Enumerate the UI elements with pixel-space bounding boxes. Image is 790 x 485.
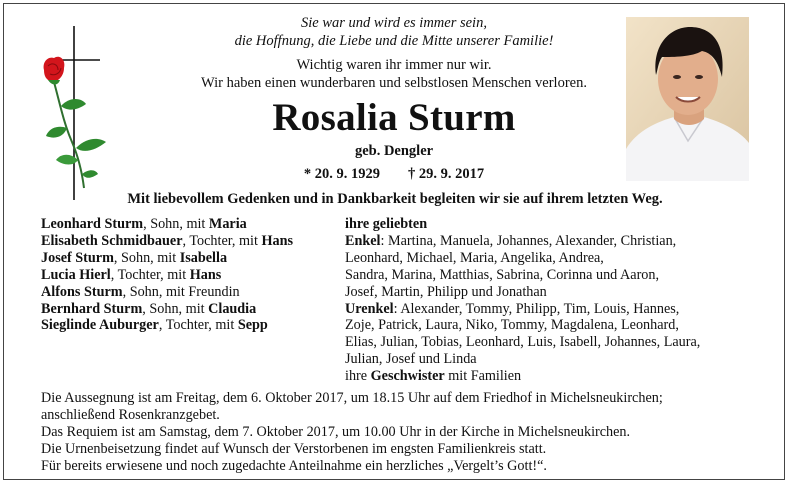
birth-date: * 20. 9. 1929 [303, 166, 380, 182]
list-item: Alfons Sturm, Sohn, mit Freundin [41, 283, 240, 300]
great-grandchildren-line: Elias, Julian, Tobias, Leonhard, Luis, Isabell, Johannes, Laura, [345, 334, 701, 351]
intro-text [154, 56, 634, 92]
memorial-quote [154, 14, 634, 50]
list-item: Bernhard Sturm, Sohn, mit Claudia [41, 300, 257, 317]
relatives-heading: ihre geliebten [345, 216, 428, 232]
intro-line: Wichtig waren ihr immer nur wir. [296, 57, 492, 73]
great-grandchildren-line: Julian, Josef und Linda [345, 351, 477, 368]
list-item: Leonhard Sturm, Sohn, mit Maria [41, 216, 247, 232]
list-item: Sieglinde Auburger, Tochter, mit Sepp [41, 317, 268, 334]
cross-with-rose-icon [34, 24, 114, 204]
notice-line: Für bereits erwiesene und noch zugedachte Anteilnahme ein herzliches „Vergelt’s Gott!“. [41, 457, 547, 474]
dedication-line: Mit liebevollem Gedenken und in Dankbarkeit begleiten wir sie auf ihrem letzten Weg. [127, 191, 663, 207]
list-item: Lucia Hierl, Tochter, mit Hans [41, 266, 222, 283]
notice-line: Das Requiem ist am Samstag, dem 7. Oktober 2017, um 10.00 Uhr in der Kirche in Michelsneukirchen. [41, 423, 631, 440]
family-list [41, 216, 293, 334]
intro-line: Wir haben einen wunderbaren und selbstlosen Menschen verloren. [201, 75, 587, 91]
quote-line: Sie war und wird es immer sein, [301, 15, 487, 31]
quote-line: die Hoffnung, die Liebe und die Mitte unserer Familie! [234, 33, 554, 49]
great-grandchildren-line: Zoje, Patrick, Laura, Niko, Tommy, Magdalena, Leonhard, [345, 317, 679, 334]
notice-line: anschließend Rosenkranzgebet. [41, 406, 220, 423]
service-notice [41, 390, 781, 475]
portrait-photo [626, 17, 749, 181]
grandchildren-line: Josef, Martin, Philipp und Jonathan [345, 283, 547, 300]
grandchildren-line: Enkel: Martina, Manuela, Johannes, Alexander, Christian, [345, 232, 677, 249]
deceased-name: Rosalia Sturm [272, 96, 516, 139]
death-date: † 29. 9. 2017 [408, 166, 485, 182]
obituary-card [3, 3, 785, 480]
great-grandchildren-line: Urenkel: Alexander, Tommy, Philipp, Tim, Louis, Hannes, [345, 300, 680, 317]
grandchildren-line: Sandra, Marina, Matthias, Sabrina, Corinna und Aaron, [345, 266, 660, 283]
grandchildren-line: Leonhard, Michael, Maria, Angelika, Andrea, [345, 249, 604, 266]
birth-name: geb. Dengler [354, 143, 434, 159]
notice-line: Die Aussegnung ist am Freitag, dem 6. Oktober 2017, um 18.15 Uhr auf dem Friedhof in Michelsneukirchen; [41, 390, 663, 406]
relatives-list [345, 216, 775, 385]
list-item: Josef Sturm, Sohn, mit Isabella [41, 249, 228, 266]
life-dates [154, 166, 634, 183]
list-item: Elisabeth Schmidbauer, Tochter, mit Hans [41, 232, 294, 249]
siblings-line: ihre Geschwister mit Familien [345, 368, 522, 385]
notice-line: Die Urnenbeisetzung findet auf Wunsch der Verstorbenen im engsten Familienkreis statt. [41, 440, 547, 457]
